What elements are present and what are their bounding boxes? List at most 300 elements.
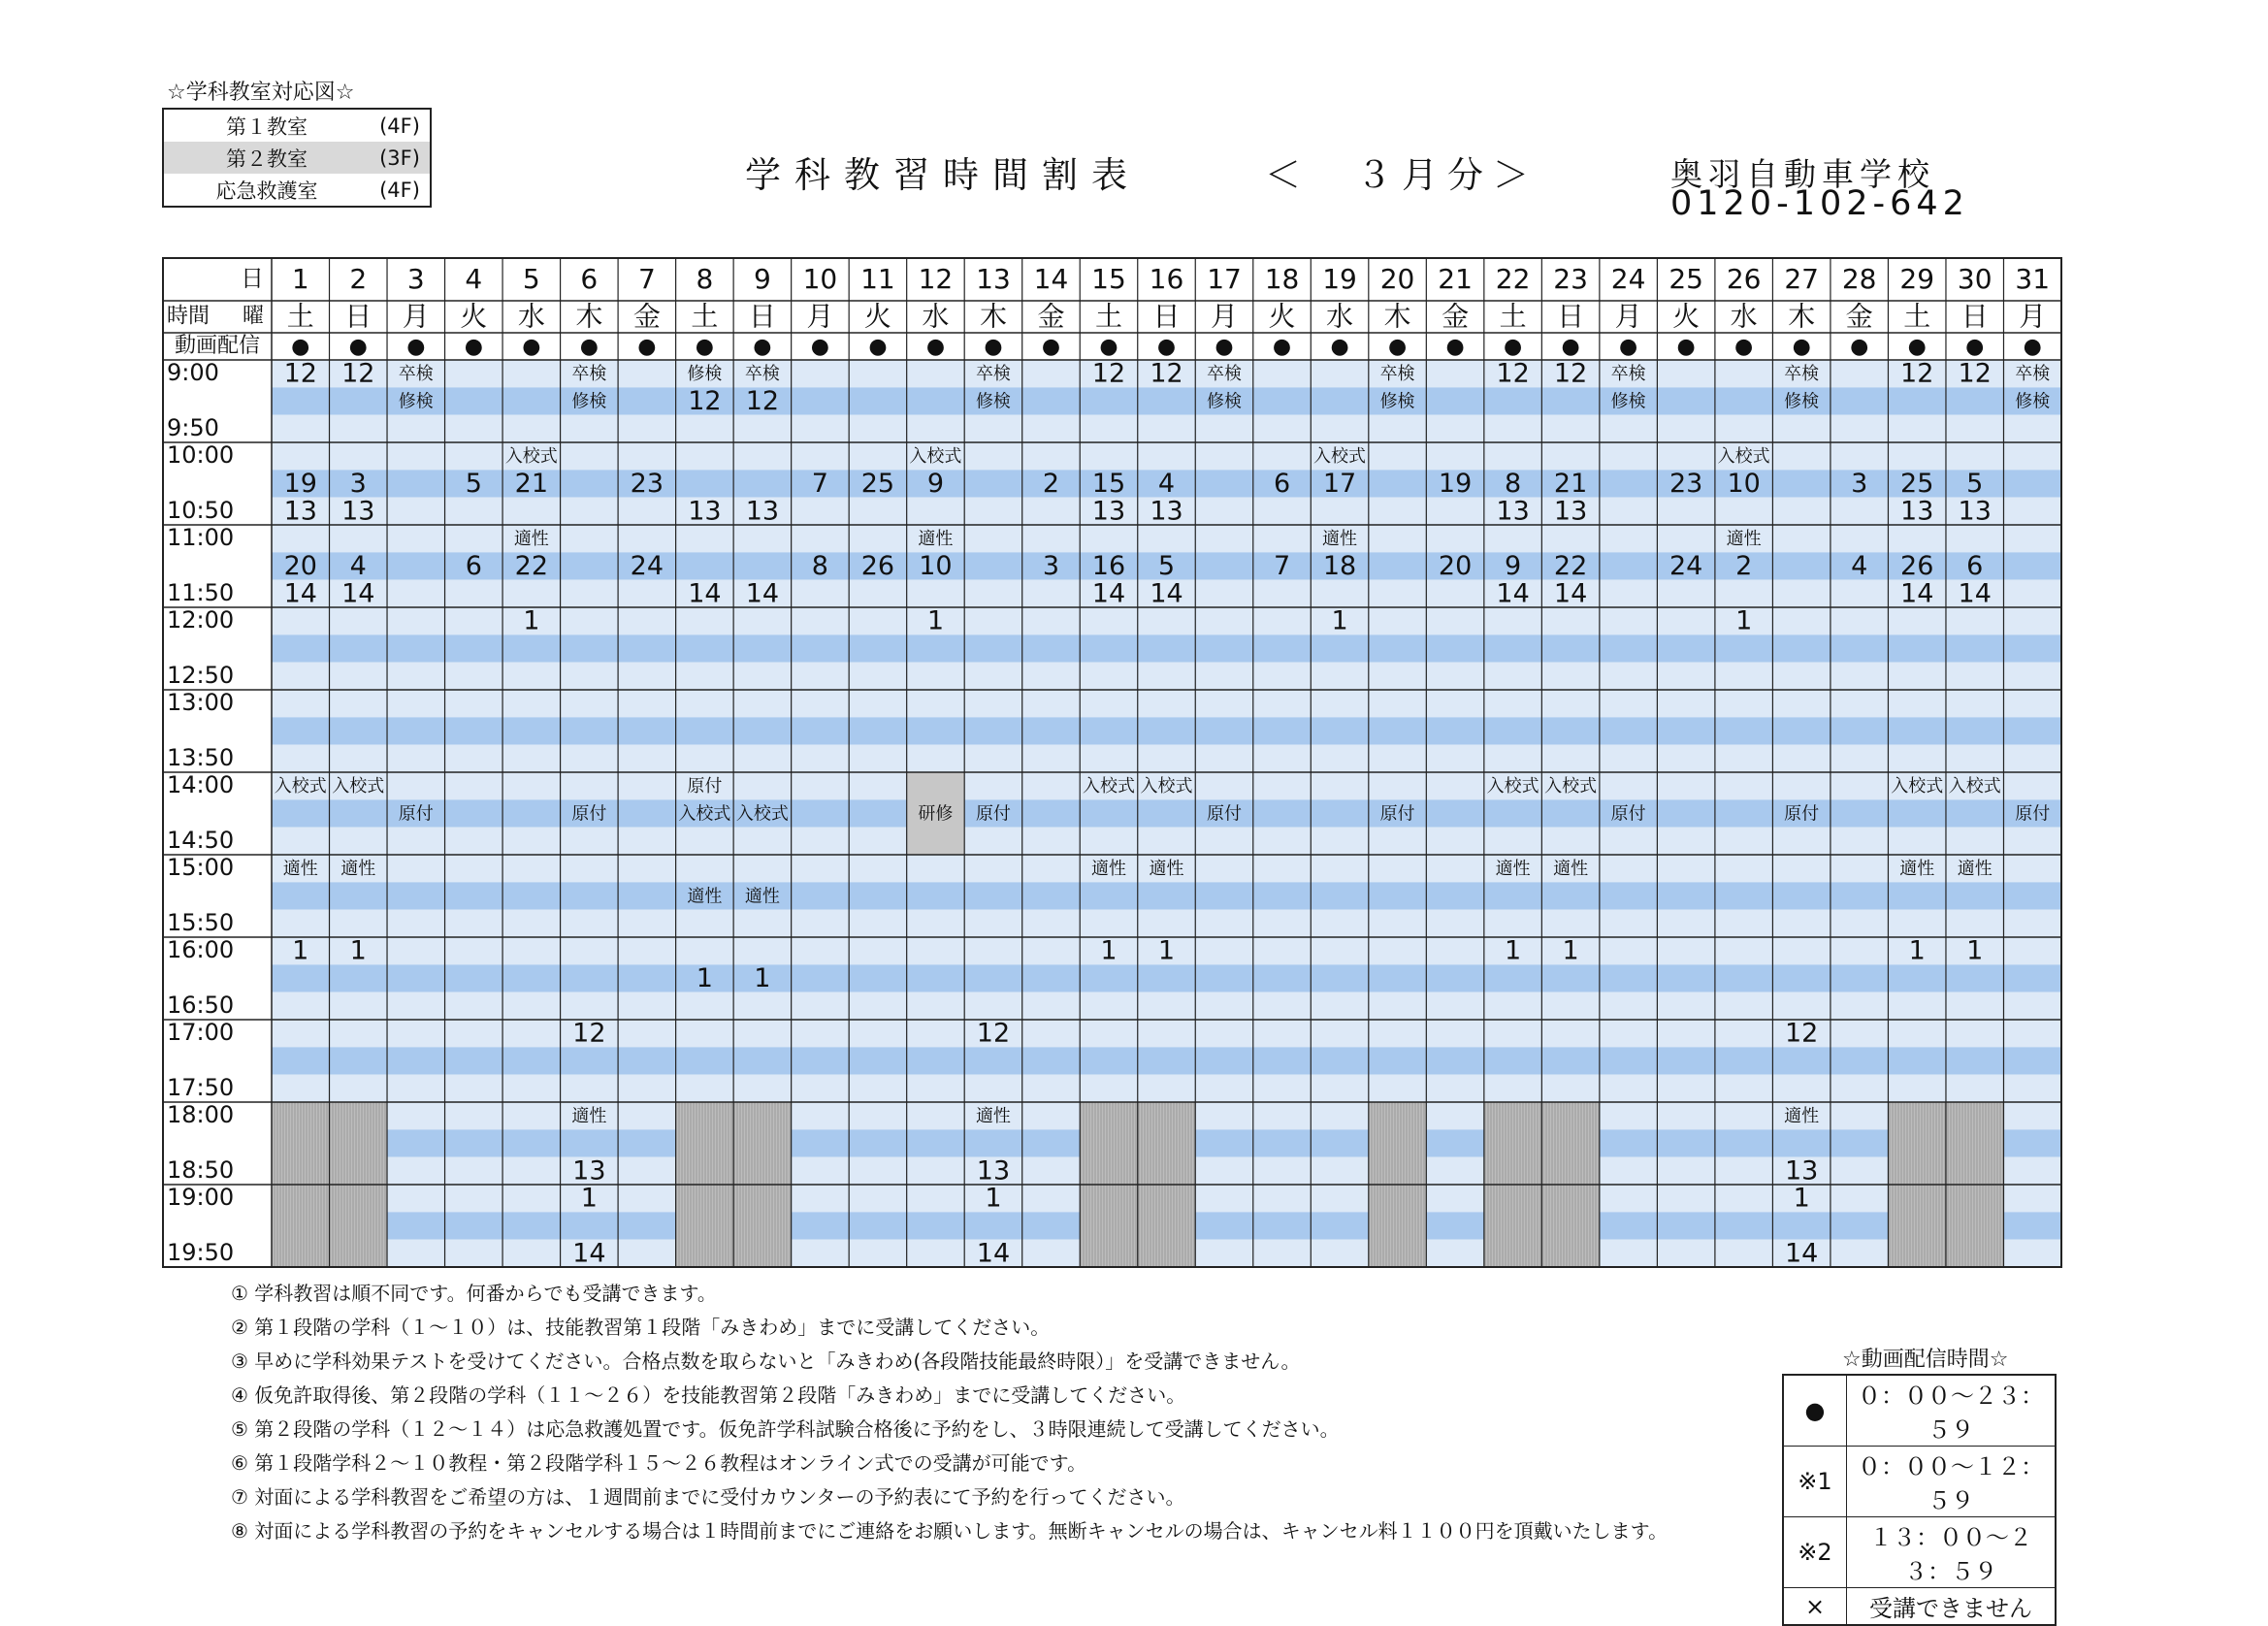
- day-number: 29: [1899, 263, 1935, 295]
- cell-entry: 12: [1091, 358, 1126, 389]
- closed-cell: [1369, 1102, 1427, 1185]
- closed-cell: [676, 1102, 734, 1185]
- day-number: 19: [1322, 263, 1357, 295]
- cell-entry: 入校式: [909, 446, 962, 468]
- cell-entry: 入校式: [1948, 776, 2001, 797]
- stream-mark: ●: [753, 335, 772, 359]
- stream-mark: ●: [1330, 335, 1349, 359]
- stream-mark: ●: [1850, 335, 1869, 359]
- cell-entry: 26: [1900, 551, 1934, 581]
- cell-entry: 卒検: [2015, 364, 2051, 385]
- cell-entry: 修検: [975, 391, 1011, 412]
- cell-entry: 適性: [1957, 859, 1993, 880]
- cell-entry: 修検: [1610, 391, 1646, 412]
- weekday-label: 月: [1211, 300, 1239, 333]
- stream-symbol: ●: [1783, 1375, 1847, 1447]
- cell-entry: 適性: [1553, 859, 1589, 880]
- weekday-label: 水: [1326, 300, 1354, 333]
- day-number: 24: [1610, 263, 1646, 295]
- weekday-label: 金: [1037, 300, 1065, 333]
- slot-stripe: [272, 882, 2061, 909]
- cell-entry: 3: [349, 469, 367, 499]
- cell-entry: 13: [1496, 496, 1530, 527]
- day-number: 9: [753, 263, 771, 295]
- weekday-label: 土: [1903, 300, 1931, 333]
- cell-entry: 研修: [918, 803, 954, 825]
- period-end-time: 9:50: [167, 413, 219, 441]
- cell-entry: 14: [1784, 1238, 1819, 1269]
- period-start-time: 14:00: [167, 771, 235, 799]
- cell-entry: 23: [1669, 469, 1703, 499]
- cell-entry: 卒検: [1207, 364, 1243, 385]
- cell-entry: 14: [976, 1238, 1011, 1269]
- weekday-label: 土: [1094, 300, 1122, 333]
- weekday-label: 木: [575, 300, 603, 333]
- note-item: ③ 早めに学科効果テストを受けてください。合格点数を取らないと「みきわめ(各段階技能最終時限）」を受講できません。: [231, 1350, 1301, 1373]
- day-number: 27: [1784, 263, 1819, 295]
- slot-stripe: [272, 964, 2061, 992]
- cell-entry: 8: [811, 551, 828, 581]
- cell-entry: 9: [1505, 551, 1522, 581]
- stream-mark: ●: [291, 335, 310, 359]
- cell-entry: 適性: [1322, 529, 1358, 550]
- period-start-time: 13:00: [167, 689, 235, 717]
- cell-entry: 10: [919, 551, 953, 581]
- cell-entry: 適性: [1495, 859, 1531, 880]
- day-number: 1: [291, 263, 309, 295]
- day-number: 18: [1264, 263, 1300, 295]
- weekday-label: 月: [806, 300, 834, 333]
- weekday-label: 土: [691, 300, 719, 333]
- cell-entry: 原付: [1784, 803, 1820, 825]
- stream-row: [1783, 1588, 2056, 1626]
- cell-entry: 原付: [398, 803, 434, 825]
- cell-entry: 3: [1851, 469, 1868, 499]
- stream-mark: ●: [1734, 335, 1754, 359]
- cell-entry: 適性: [1090, 859, 1126, 880]
- cell-entry: 13: [976, 1155, 1011, 1187]
- cell-entry: 24: [1669, 551, 1703, 581]
- room-legend-title: ☆学科教室対応図☆: [167, 81, 355, 105]
- period-end-time: 16:50: [167, 991, 235, 1019]
- cell-entry: 1: [1735, 605, 1753, 636]
- cell-entry: 5: [465, 469, 482, 499]
- stream-mark: ●: [1099, 335, 1118, 359]
- cell-entry: 9: [926, 469, 945, 499]
- cell-entry: 13: [1553, 496, 1588, 527]
- weekday-label: 日: [748, 300, 776, 333]
- day-number: 6: [580, 263, 599, 295]
- weekday-label: 火: [1672, 300, 1701, 333]
- stream-mark: ●: [406, 335, 426, 359]
- cell-entry: 21: [514, 469, 549, 499]
- stream-mark: ●: [695, 335, 714, 359]
- cell-entry: 14: [1958, 578, 1992, 609]
- day-number: 14: [1033, 263, 1069, 295]
- cell-entry: 7: [811, 469, 828, 499]
- closed-cell: [1080, 1185, 1138, 1267]
- period-start-time: 15:00: [167, 854, 235, 882]
- cell-entry: 16: [1091, 551, 1126, 581]
- period-end-time: 12:50: [167, 661, 235, 689]
- note-item: ⑤ 第２段階の学科（１２～１４）は応急救護処置です。仮免許学科試験合格後に予約をし、３時限連続して受講してください。: [231, 1417, 1340, 1441]
- closed-cell: [676, 1185, 734, 1267]
- cell-entry: 1: [696, 963, 713, 993]
- closed-cell: [1541, 1185, 1600, 1267]
- cell-entry: 14: [688, 578, 722, 609]
- cell-entry: 12: [745, 386, 780, 416]
- cell-entry: 14: [1496, 578, 1530, 609]
- weekday-label: 火: [1268, 300, 1296, 333]
- cell-entry: 6: [465, 551, 482, 581]
- cell-entry: 原付: [1207, 803, 1243, 825]
- cell-entry: 13: [1958, 496, 1992, 527]
- weekday-label: 日: [344, 300, 373, 333]
- stream-times-title: ☆動画配信時間☆: [1842, 1348, 2009, 1372]
- stream-mark: ●: [464, 335, 483, 359]
- cell-entry: 1: [580, 1183, 598, 1214]
- weekday-label: 月: [2019, 300, 2047, 333]
- cell-entry: 卒検: [1379, 364, 1415, 385]
- cell-entry: 12: [572, 1018, 606, 1049]
- weekday-label: 水: [1730, 300, 1758, 333]
- cell-entry: 1: [985, 1183, 1002, 1214]
- closed-cell: [1484, 1102, 1542, 1185]
- closed-cell: [1946, 1185, 2004, 1267]
- cell-entry: 13: [1784, 1155, 1819, 1187]
- cell-entry: 卒検: [398, 364, 434, 385]
- cell-entry: 12: [1784, 1018, 1819, 1049]
- cell-entry: 適性: [918, 529, 954, 550]
- cell-entry: 13: [341, 496, 375, 527]
- page-title: 学科教習時間割表: [745, 154, 1141, 196]
- stream-row: [1783, 1375, 2056, 1447]
- cell-entry: 22: [1553, 551, 1588, 581]
- cell-entry: 3: [1042, 551, 1060, 581]
- cell-entry: 13: [688, 496, 722, 527]
- note-item: ⑦ 対面による学科教習をご希望の方は、１週間前までに受付カウンターの予約表にて予約を行ってください。: [231, 1485, 1185, 1509]
- cell-entry: 13: [745, 496, 780, 527]
- cell-entry: 12: [341, 358, 375, 389]
- day-number: 8: [696, 263, 714, 295]
- weekday-label: 土: [286, 300, 314, 333]
- period-end-time: 13:50: [167, 743, 235, 771]
- stream-time: 受講できません: [1847, 1588, 2057, 1626]
- weekday-label: 日: [1152, 300, 1181, 333]
- day-number: 30: [1957, 263, 1993, 295]
- stream-mark: ●: [1156, 335, 1177, 359]
- cell-entry: 入校式: [1717, 446, 1770, 468]
- stream-mark: ●: [868, 335, 888, 359]
- closed-cell: [733, 1102, 792, 1185]
- cell-entry: 5: [1157, 551, 1176, 581]
- period-start-time: 17:00: [167, 1019, 235, 1047]
- day-number: 3: [406, 263, 425, 295]
- cell-entry: 14: [1091, 578, 1126, 609]
- stream-mark: ●: [1619, 335, 1638, 359]
- cell-entry: 13: [283, 496, 317, 527]
- room-name: 応急救護室: [215, 179, 318, 203]
- cell-entry: 卒検: [1784, 364, 1820, 385]
- cell-entry: 12: [1900, 358, 1934, 389]
- cell-entry: 入校式: [735, 803, 789, 825]
- day-number: 28: [1841, 263, 1877, 295]
- weekday-label: 金: [1442, 300, 1470, 333]
- slot-stripe: [272, 607, 2061, 634]
- stream-mark: ●: [810, 335, 830, 359]
- stream-symbol: ※1: [1783, 1447, 1847, 1517]
- stream-symbol: ×: [1783, 1588, 1847, 1626]
- cell-entry: 21: [1553, 469, 1588, 499]
- closed-cell: [1946, 1102, 2004, 1185]
- school-phone: 0120-102-642: [1670, 184, 1969, 223]
- room-floor: (3F): [370, 142, 431, 174]
- closed-cell: [272, 1102, 330, 1185]
- period-start-time: 18:00: [167, 1101, 235, 1129]
- cell-entry: 入校式: [274, 776, 327, 797]
- period-start-time: 16:00: [167, 936, 235, 964]
- cell-entry: 適性: [282, 859, 318, 880]
- cell-entry: 卒検: [1610, 364, 1646, 385]
- cell-entry: 25: [1900, 469, 1934, 499]
- period-start-time: 9:00: [167, 359, 219, 387]
- cell-entry: 入校式: [1140, 776, 1193, 797]
- cell-entry: 22: [514, 551, 549, 581]
- period-end-time: 18:50: [167, 1155, 235, 1184]
- notes-list: [231, 1277, 1668, 1548]
- weekday-label: 金: [632, 300, 661, 333]
- stream-symbol: ※2: [1783, 1517, 1847, 1588]
- period-start-time: 12:00: [167, 606, 235, 634]
- cell-entry: 修検: [398, 391, 434, 412]
- stream-mark: ●: [925, 335, 946, 359]
- stream-mark: ●: [1907, 335, 1927, 359]
- period-start-time: 11:00: [167, 524, 235, 552]
- cell-entry: 適性: [340, 859, 376, 880]
- slot-stripe: [272, 992, 2061, 1020]
- cell-entry: 適性: [1784, 1106, 1820, 1127]
- cell-entry: 適性: [744, 886, 780, 907]
- cell-entry: 1: [1157, 935, 1176, 966]
- cell-entry: 6: [1966, 551, 1984, 581]
- cell-entry: 卒検: [571, 364, 607, 385]
- corner-stream-label: 動画配信: [174, 334, 261, 358]
- cell-entry: 14: [341, 578, 375, 609]
- note-item: ⑥ 第１段階学科２～１０教程・第２段階学科１５～２６教程はオンライン式での受講が可能です。: [231, 1451, 1087, 1475]
- closed-cell: [1138, 1185, 1196, 1267]
- school-name: 奥羽自動車学校: [1670, 155, 1935, 193]
- slot-stripe: [272, 690, 2061, 717]
- cell-entry: 卒検: [975, 364, 1011, 385]
- weekday-label: 火: [460, 300, 488, 333]
- cell-entry: 15: [1091, 469, 1126, 499]
- day-number: 10: [802, 263, 838, 295]
- closed-cell: [1888, 1185, 1946, 1267]
- cell-entry: 適性: [1726, 529, 1762, 550]
- stream-mark: ●: [1676, 335, 1696, 359]
- period-start-time: 10:00: [167, 441, 235, 470]
- stream-mark: ●: [1561, 335, 1580, 359]
- room-name: 第２教室: [163, 142, 370, 174]
- stream-mark: ●: [1387, 335, 1408, 359]
- cell-entry: 1: [1505, 935, 1522, 966]
- cell-entry: 13: [1900, 496, 1934, 527]
- day-number: 12: [918, 263, 954, 295]
- slot-stripe: [272, 1047, 2061, 1074]
- cell-entry: 14: [1553, 578, 1588, 609]
- cell-entry: 12: [976, 1018, 1011, 1049]
- stream-mark: ●: [579, 335, 599, 359]
- closed-cell: [1888, 1102, 1946, 1185]
- day-number: 15: [1091, 263, 1126, 295]
- cell-entry: 原付: [2015, 803, 2051, 825]
- slot-stripe: [272, 745, 2061, 772]
- day-number: 16: [1149, 263, 1184, 295]
- weekday-label: 水: [922, 300, 950, 333]
- weekday-label: 木: [1383, 300, 1411, 333]
- stream-mark: ●: [1041, 335, 1061, 359]
- cell-entry: 入校式: [1544, 776, 1598, 797]
- slot-stripe: [272, 634, 2061, 662]
- stream-time: ０：００～１２：５９: [1847, 1447, 2057, 1517]
- cell-entry: 13: [572, 1155, 606, 1187]
- cell-entry: 12: [1553, 358, 1588, 389]
- day-number: 21: [1438, 263, 1473, 295]
- closed-cell: [1484, 1185, 1542, 1267]
- cell-entry: 14: [1150, 578, 1183, 609]
- cell-entry: 13: [1091, 496, 1126, 527]
- cell-entry: 修検: [1784, 391, 1820, 412]
- cell-entry: 12: [283, 358, 317, 389]
- stream-mark: ●: [522, 335, 541, 359]
- stream-mark: ●: [2023, 335, 2042, 359]
- weekday-label: 木: [979, 300, 1007, 333]
- cell-entry: 14: [572, 1238, 606, 1269]
- note-item: ⑧ 対面による学科教習の予約をキャンセルする場合は１時間前までにご連絡をお願いします。無断キャンセルの場合は、キャンセル料１１００円を頂戴いたします。: [231, 1519, 1669, 1543]
- cell-entry: 5: [1966, 469, 1984, 499]
- day-number: 13: [976, 263, 1011, 295]
- note-item: ① 学科教習は順不同です。何番からでも受講できます。: [231, 1282, 717, 1305]
- cell-entry: 13: [1150, 496, 1183, 527]
- cell-entry: 入校式: [1486, 776, 1539, 797]
- corner-weekday-label: 曜: [242, 304, 264, 329]
- period-end-time: 14:50: [167, 826, 235, 854]
- stream-mark: ●: [1503, 335, 1523, 359]
- cell-entry: 1: [1331, 605, 1348, 636]
- cell-entry: 入校式: [332, 776, 385, 797]
- stream-mark: ●: [1445, 335, 1465, 359]
- day-number: 26: [1726, 263, 1762, 295]
- day-number: 2: [349, 263, 368, 295]
- weekday-label: 金: [1845, 300, 1873, 333]
- day-number: 5: [522, 263, 540, 295]
- cell-entry: 適性: [1899, 859, 1935, 880]
- cell-entry: 4: [1851, 551, 1868, 581]
- month-label: ＜ ３月分＞: [1265, 154, 1539, 196]
- cell-entry: 1: [523, 605, 540, 636]
- cell-entry: 1: [754, 963, 771, 993]
- cell-entry: 19: [1438, 469, 1473, 499]
- note-item: ④ 仮免許取得後、第２段階の学科（１１～２６）を技能教習第２段階「みきわめ」までに受講してください。: [231, 1383, 1186, 1407]
- cell-entry: 原付: [1610, 803, 1646, 825]
- cell-entry: 26: [860, 551, 895, 581]
- stream-mark: ●: [984, 335, 1003, 359]
- cell-entry: 25: [860, 469, 895, 499]
- cell-entry: 12: [1958, 358, 1992, 389]
- weekday-label: 日: [1557, 300, 1585, 333]
- cell-entry: 20: [283, 551, 317, 581]
- closed-cell: [733, 1185, 792, 1267]
- period-end-time: 19:50: [167, 1238, 235, 1266]
- cell-entry: 適性: [571, 1106, 607, 1127]
- corner-time-label: 時間: [167, 304, 211, 329]
- cell-entry: 1: [926, 605, 945, 636]
- cell-entry: 20: [1438, 551, 1473, 581]
- weekday-label: 木: [1788, 300, 1816, 333]
- weekday-label: 水: [517, 300, 545, 333]
- cell-entry: 修検: [571, 391, 607, 412]
- closed-cell: [1138, 1102, 1196, 1185]
- stream-mark: ●: [637, 335, 657, 359]
- period-start-time: 19:00: [167, 1184, 235, 1212]
- stream-mark: ●: [1272, 335, 1292, 359]
- cell-entry: 修検: [1379, 391, 1415, 412]
- slot-stripe: [272, 663, 2061, 690]
- cell-entry: 14: [745, 578, 780, 609]
- day-number: 4: [465, 263, 483, 295]
- day-number: 25: [1669, 263, 1703, 295]
- cell-entry: 8: [1505, 469, 1522, 499]
- stream-mark: ●: [1215, 335, 1234, 359]
- cell-entry: 適性: [1149, 859, 1184, 880]
- day-number: 22: [1495, 263, 1531, 295]
- slot-stripe: [272, 717, 2061, 744]
- corner-day-label: 日: [241, 265, 264, 292]
- period-end-time: 10:50: [167, 496, 235, 524]
- stream-mark: ●: [1792, 335, 1811, 359]
- cell-entry: 入校式: [678, 803, 731, 825]
- stream-mark: ●: [1965, 335, 1985, 359]
- cell-entry: 23: [630, 469, 664, 499]
- period-end-time: 15:50: [167, 908, 235, 936]
- weekday-label: 月: [402, 300, 430, 333]
- cell-entry: 4: [349, 551, 367, 581]
- cell-entry: 14: [283, 578, 317, 609]
- cell-entry: 修検: [687, 364, 723, 385]
- note-item: ② 第１段階の学科（１～１０）は、技能教習第１段階「みきわめ」までに受講してください。: [231, 1316, 1051, 1339]
- closed-cell: [1541, 1102, 1600, 1185]
- closed-cell: [330, 1185, 388, 1267]
- weekday-label: 土: [1499, 300, 1527, 333]
- cell-entry: 18: [1322, 551, 1357, 581]
- cell-entry: 14: [1900, 578, 1934, 609]
- day-number: 31: [2015, 263, 2051, 295]
- stream-row: [1783, 1447, 2056, 1517]
- cell-entry: 適性: [975, 1106, 1011, 1127]
- cell-entry: 1: [1908, 935, 1926, 966]
- closed-cell: [1369, 1185, 1427, 1267]
- cell-entry: 12: [688, 386, 722, 416]
- cell-entry: 12: [1150, 358, 1183, 389]
- cell-entry: 修検: [1207, 391, 1243, 412]
- weekday-label: 火: [863, 300, 891, 333]
- stream-times-table: [1782, 1374, 2057, 1626]
- cell-entry: 1: [1793, 1183, 1810, 1214]
- cell-entry: 7: [1273, 551, 1291, 581]
- weekday-label: 日: [1960, 300, 1989, 333]
- slot-stripe: [272, 415, 2061, 442]
- cell-entry: 2: [1042, 469, 1060, 499]
